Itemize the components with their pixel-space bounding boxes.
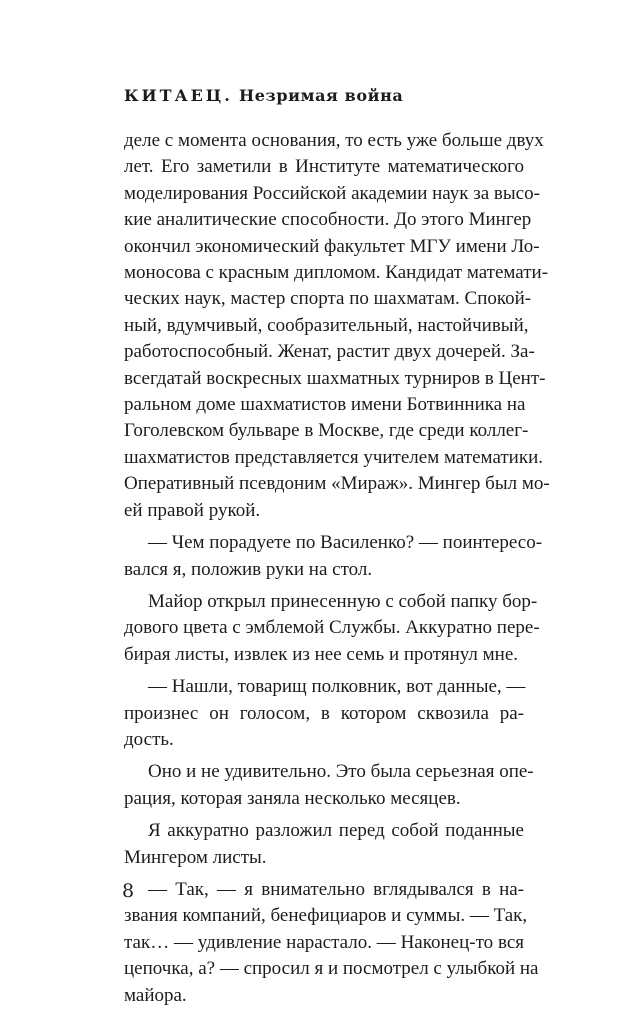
text-line: шахматистов представляется учителем математики. [124,446,544,468]
text-line: моделирования Российской академии наук за высо- [124,182,540,204]
text-line: дового цвета с эмблемой Службы. Аккуратно пере- [124,617,540,639]
body-text [124,128,550,1009]
text-line: Оперативный псевдоним «Мираж». Мингер был мо- [124,473,550,495]
text-line: моносова с красным дипломом. Кандидат математи- [124,262,549,284]
paragraph [124,877,539,1009]
running-header-author: КИТАЕЦ. [124,86,233,105]
text-line: так… — удивление нарастало. — Наконец-то вся [124,931,524,953]
text-line: окончил экономический факультет МГУ имени Ло- [124,235,540,257]
paragraph-continued [124,128,550,524]
text-line: Я аккуратно разложил перед собой поданные [148,820,524,842]
text-line: рация, которая заняла несколько месяцев. [124,787,461,809]
text-line: — Чем порадуете по Василенко? — поинтересо- [148,532,543,554]
text-line: вался я, положив руки на стол. [124,558,373,580]
text-line: — Нашли, товарищ полковник, вот данные, — [148,676,526,698]
text-line: всегдатай воскресных шахматных турниров в Цент- [124,367,546,389]
text-line: звания компаний, бенефициаров и суммы. — Так, [124,905,528,927]
text-line: ральном доме шахматистов имени Ботвинника на [124,394,526,416]
paragraph [124,530,543,583]
text-line: работоспособный. Женат, растит двух дочерей. За- [124,341,535,363]
text-line: ческих наук, мастер спорта по шахматам. Спокой- [124,288,532,310]
text-line: Майор открыл принесенную с собой папку бор- [148,590,538,612]
running-header [124,86,403,105]
text-line: дость. [124,728,174,750]
text-line: Гоголевском бульваре в Москве, где среди коллег- [124,420,529,442]
page-number: 8 [122,880,135,902]
text-line: деле с момента основания, то есть уже больше двух [124,130,544,151]
text-line: кие аналитические способности. До этого Мингер [124,209,532,231]
text-line: цепочка, а? — спросил я и посмотрел с улыбкой на [124,958,539,980]
running-header-title: Незримая война [239,86,404,105]
text-line: — Так, — я внимательно вглядывался в на- [148,878,524,900]
paragraph [124,589,540,668]
text-line: ный, вдумчивый, сообразительный, настойчивый, [124,314,529,336]
paragraph [124,674,524,753]
paragraph [124,759,534,812]
text-line: ей правой рукой. [124,499,261,521]
text-line: лет. Его заметили в Институте математического [124,156,524,178]
text-line: произнес он голосом, в котором сквозила ра- [124,702,524,724]
text-line: бирая листы, извлек из нее семь и протянул мне. [124,643,519,665]
text-line: майора. [124,984,187,1006]
text-line: Оно и не удивительно. Это была серьезная опе- [148,761,534,783]
paragraph [124,818,524,871]
text-line: Мингером листы. [124,846,267,868]
